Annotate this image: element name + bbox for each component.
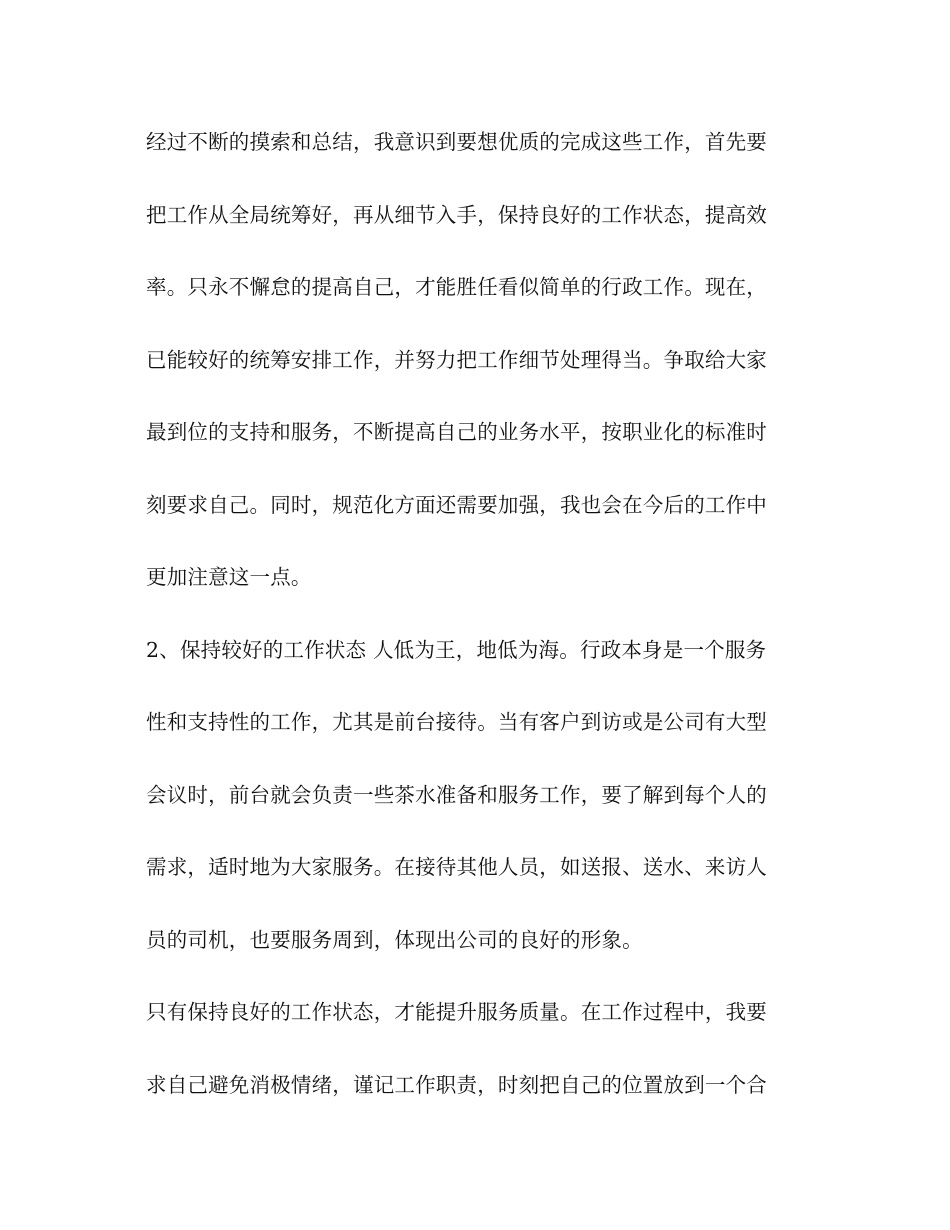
text-line-6: 刻要求自己。同时，规范化方面还需要加强，我也会在今后的工作中 (146, 492, 767, 517)
text-line-9: 性和支持性的工作，尤其是前台接待。当有客户到访或是公司有大型 (146, 710, 767, 734)
text-line-10: 会议时，前台就会负责一些茶水准备和服务工作，要了解到每个人的 (146, 782, 767, 807)
body-text (146, 122, 806, 1137)
text-line-12: 员的司机，也要服务周到，体现出公司的良好的形象。 (146, 927, 643, 952)
text-line-8: 2、保持较好的工作状态 人低为王，地低为海。行政本身是一个服务 (146, 637, 767, 662)
text-line-13: 只有保持良好的工作状态，才能提升服务质量。在工作过程中，我要 (146, 1000, 767, 1024)
text-line-4: 已能较好的统筹安排工作，并努力把工作细节处理得当。争取给大家 (146, 347, 767, 372)
text-line-2: 把工作从全局统筹好，再从细节入手，保持良好的工作状态，提高效 (146, 202, 767, 227)
text-line-3: 率。只永不懈怠的提高自己，才能胜任看似简单的行政工作。现在， (146, 275, 767, 299)
text-line-5: 最到位的支持和服务，不断提高自己的业务水平，按职业化的标准时 (146, 420, 767, 444)
text-line-11: 需求，适时地为大家服务。在接待其他人员，如送报、送水、来访人 (146, 855, 767, 879)
text-line-1: 经过不断的摸索和总结，我意识到要想优质的完成这些工作，首先要 (146, 130, 767, 154)
text-line-7: 更加注意这一点。 (146, 565, 312, 589)
text-line-14: 求自己避免消极情绪，谨记工作职责，时刻把自己的位置放到一个合 (146, 1072, 767, 1097)
